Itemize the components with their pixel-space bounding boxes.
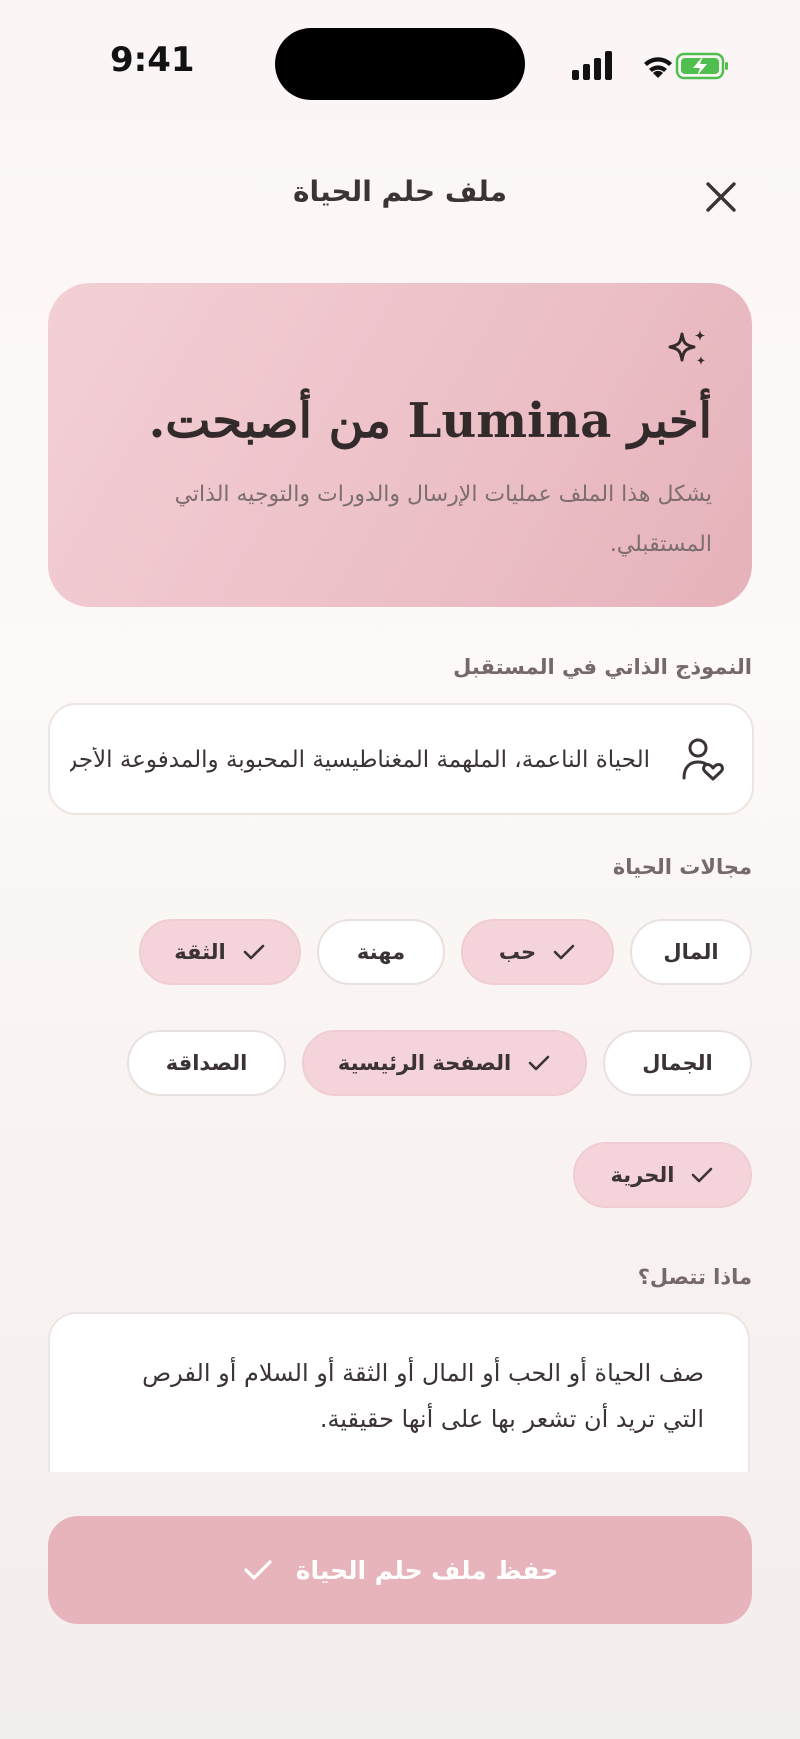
chip-confidence[interactable]: [139, 919, 301, 985]
save-button[interactable]: [48, 1516, 752, 1624]
life-areas-label: مجالات الحياة: [612, 855, 752, 879]
chip-label: المال: [663, 940, 719, 964]
chip-label: الجمال: [642, 1051, 713, 1075]
chip-freedom[interactable]: [573, 1142, 752, 1208]
connect-textarea[interactable]: صف الحياة أو الحب أو المال أو الثقة أو السلام أو الفرص التي تريد أن تشعر بها على أنها حقيقية.: [48, 1312, 750, 1472]
future-self-field: [48, 703, 754, 815]
chip-career[interactable]: [317, 919, 445, 985]
status-icons: [572, 50, 732, 82]
sparkle-icon: [664, 326, 712, 374]
status-time: 9:41: [110, 40, 195, 80]
battery-icon: [677, 54, 728, 78]
chip-love[interactable]: [461, 919, 614, 985]
check-icon: [690, 1163, 714, 1187]
check-icon: [527, 1051, 551, 1075]
wifi-icon: [644, 57, 672, 78]
future-self-label: النموذج الذاتي في المستقبل: [453, 655, 752, 679]
save-button-label: حفظ ملف حلم الحياة: [295, 1555, 559, 1585]
hero-title: أخبر Lumina من أصبحت.: [148, 393, 712, 449]
person-heart-icon: [678, 735, 726, 783]
chip-home[interactable]: [302, 1030, 587, 1096]
connect-label: ماذا تتصل؟: [637, 1265, 752, 1289]
chip-label: حب: [498, 940, 537, 964]
chip-label: الصفحة الرئيسية: [337, 1051, 512, 1075]
chip-money[interactable]: [630, 919, 752, 985]
check-icon: [552, 940, 576, 964]
chip-label: الحرية: [610, 1163, 675, 1187]
close-icon[interactable]: [700, 176, 742, 218]
chip-beauty[interactable]: [603, 1030, 752, 1096]
check-icon: [242, 940, 266, 964]
chip-label: الثقة: [174, 940, 226, 964]
chip-label: الصداقة: [165, 1051, 248, 1075]
signal-icon: [572, 51, 612, 80]
hero-description: يشكل هذا الملف عمليات الإرسال والدورات والتوجيه الذاتي المستقبلي.: [174, 482, 712, 557]
check-icon: [242, 1554, 274, 1586]
future-self-input[interactable]: [68, 735, 652, 785]
dynamic-island: [275, 28, 525, 100]
page-title: ملف حلم الحياة: [293, 175, 507, 208]
chip-friendship[interactable]: [127, 1030, 286, 1096]
chip-label: مهنة: [356, 940, 406, 964]
